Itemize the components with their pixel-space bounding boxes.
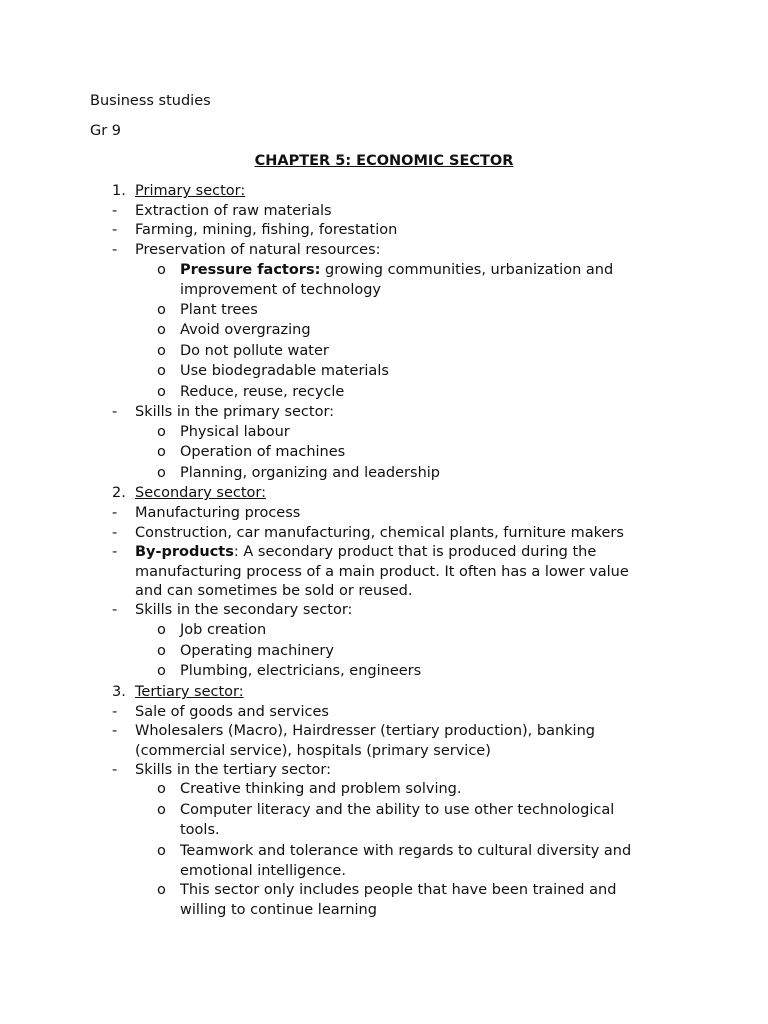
tertiary-point-examples: Wholesalers (Macro), Hairdresser (tertiary production), banking (135, 723, 595, 739)
pressure-factors-label: Pressure factors: (180, 262, 321, 278)
circle-marker: o (157, 643, 166, 659)
dash-marker: - (112, 222, 118, 238)
dash-marker: - (112, 723, 118, 739)
circle-marker: o (157, 663, 166, 679)
tertiary-skill-item: Computer literacy and the ability to use other technological (180, 802, 615, 818)
tertiary-skills-heading: Skills in the tertiary sector: (135, 762, 331, 778)
circle-marker: o (157, 781, 166, 797)
secondary-point-examples: Construction, car manufacturing, chemical plants, furniture makers (135, 525, 624, 541)
circle-marker: o (157, 302, 166, 318)
tertiary-point-sale: Sale of goods and services (135, 704, 329, 720)
chapter-title: CHAPTER 5: ECONOMIC SECTOR (254, 153, 514, 169)
primary-number: 1. (112, 183, 126, 199)
primary-skill-item: Operation of machines (180, 444, 346, 460)
circle-marker: o (157, 444, 166, 460)
preservation-item: Use biodegradable materials (180, 363, 389, 379)
circle-marker: o (157, 622, 166, 638)
dash-marker: - (112, 203, 118, 219)
primary-heading: Primary sector: (135, 183, 246, 199)
pressure-factors-text-cont: improvement of technology (180, 282, 382, 298)
circle-marker: o (157, 882, 166, 898)
secondary-skill-item: Operating machinery (180, 643, 334, 659)
circle-marker: o (157, 343, 166, 359)
dash-marker: - (112, 242, 118, 258)
secondary-heading: Secondary sector: (135, 485, 266, 501)
preservation-item: Reduce, reuse, recycle (180, 384, 345, 400)
dash-marker: - (112, 505, 118, 521)
subject-line: Business studies (90, 93, 211, 109)
dash-marker: - (112, 404, 118, 420)
primary-point-extraction: Extraction of raw materials (135, 203, 332, 219)
byproducts-text-cont: manufacturing process of a main product. It often has a lower value (135, 564, 629, 580)
pressure-factors-text: growing communities, urbanization and (320, 262, 614, 278)
tertiary-point-examples-cont: (commercial service), hospitals (primary service) (135, 743, 491, 759)
circle-marker: o (157, 465, 166, 481)
primary-skills-heading: Skills in the primary sector: (135, 404, 335, 420)
dash-marker: - (112, 525, 118, 541)
circle-marker: o (157, 802, 166, 818)
circle-marker: o (157, 384, 166, 400)
circle-marker: o (157, 262, 166, 278)
tertiary-skill-item-cont: emotional intelligence. (180, 863, 346, 879)
byproducts-text: : A secondary product that is produced during the (233, 544, 597, 560)
circle-marker: o (157, 424, 166, 440)
circle-marker: o (157, 843, 166, 859)
dash-marker: - (112, 544, 118, 560)
tertiary-heading: Tertiary sector: (135, 684, 244, 700)
byproducts-text-cont: and can sometimes be sold or reused. (135, 583, 413, 599)
circle-marker: o (157, 363, 166, 379)
dash-marker: - (112, 762, 118, 778)
primary-skill-item: Physical labour (180, 424, 290, 440)
grade-line: Gr 9 (90, 123, 122, 139)
preservation-item: Do not pollute water (180, 343, 329, 359)
tertiary-skill-item-cont: tools. (180, 822, 220, 838)
tertiary-skill-item-cont: willing to continue learning (180, 902, 377, 918)
circle-marker: o (157, 322, 166, 338)
primary-point-preservation: Preservation of natural resources: (135, 242, 381, 258)
primary-skill-item: Planning, organizing and leadership (180, 465, 440, 481)
tertiary-skill-item: This sector only includes people that have been trained and (180, 882, 617, 898)
preservation-item: Plant trees (180, 302, 258, 318)
pressure-factors-item (180, 261, 613, 279)
primary-point-examples: Farming, mining, fishing, forestation (135, 222, 398, 238)
secondary-point-manufacturing: Manufacturing process (135, 505, 301, 521)
tertiary-skill-item: Creative thinking and problem solving. (180, 781, 462, 797)
byproducts-item (135, 543, 596, 561)
byproducts-label: By-products (135, 544, 234, 560)
dash-marker: - (112, 602, 118, 618)
secondary-skill-item: Plumbing, electricians, engineers (180, 663, 422, 679)
secondary-number: 2. (112, 485, 126, 501)
dash-marker: - (112, 704, 118, 720)
preservation-item: Avoid overgrazing (180, 322, 311, 338)
tertiary-number: 3. (112, 684, 126, 700)
secondary-skill-item: Job creation (180, 622, 267, 638)
secondary-skills-heading: Skills in the secondary sector: (135, 602, 353, 618)
tertiary-skill-item: Teamwork and tolerance with regards to cultural diversity and (180, 843, 632, 859)
